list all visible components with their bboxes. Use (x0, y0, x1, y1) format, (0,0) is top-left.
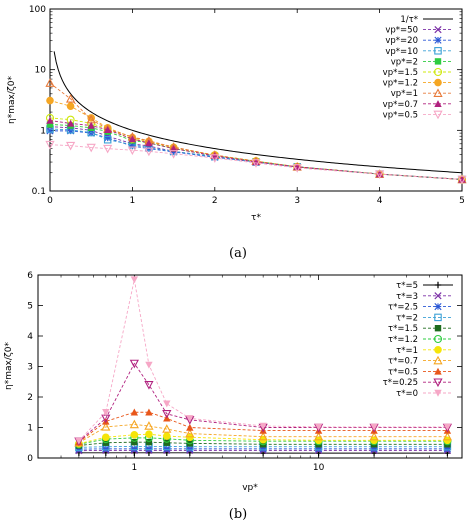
x-tick-label-a: 2 (211, 196, 218, 206)
x-tick-label-b: 1 (131, 463, 138, 473)
series-line-a (50, 121, 462, 180)
y-tick-label-b: 4 (27, 332, 33, 342)
data-point-b (163, 401, 170, 408)
data-point-b (131, 276, 138, 283)
legend-label-a: vp*=50 (385, 25, 418, 36)
x-tick-label-a: 5 (459, 196, 465, 206)
y-tick-label-b: 3 (27, 362, 33, 373)
legend-label-b: τ*=1.5 (387, 324, 418, 335)
series-line-a (50, 131, 462, 180)
y-tick-label-a: 1 (40, 126, 46, 137)
ylabel-a: η*max/ζ0* (7, 76, 17, 124)
legend-label-a: vp*=1.2 (382, 78, 418, 89)
legend-label-a: vp*=0.5 (382, 110, 418, 121)
y-tick-label-a: 100 (28, 5, 46, 15)
data-point-b (102, 433, 110, 441)
legend-label-b: τ*=0 (396, 389, 418, 399)
legend-marker-a (435, 58, 441, 64)
legend-label-b: τ*=0.7 (387, 356, 418, 367)
caption-b: (b) (228, 507, 248, 522)
y-tick-label-a: 0.1 (31, 187, 46, 197)
legend-label-a: vp*=20 (385, 36, 418, 47)
x-tick-label-a: 4 (376, 196, 383, 206)
legend-marker-a (434, 79, 442, 87)
legend-marker-b (435, 282, 441, 288)
legend-label-b: τ*=3 (396, 291, 418, 302)
y-tick-label-b: 1 (27, 423, 33, 434)
data-point-a (46, 97, 54, 105)
data-point-b (145, 362, 152, 369)
legend-marker-b (434, 346, 442, 354)
legend-marker-a (435, 37, 441, 43)
legend-label-b: τ*=1 (396, 345, 418, 356)
panel-b (4, 271, 462, 522)
y-tick-label-b: 2 (27, 393, 33, 403)
x-tick-label-a: 0 (47, 196, 53, 206)
x-tick-label-a: 3 (294, 196, 301, 206)
legend-label-b: τ*=1.2 (387, 335, 418, 345)
x-tick-label-b: 10 (312, 463, 325, 473)
data-point-b (163, 432, 171, 440)
y-tick-label-b: 5 (27, 301, 33, 312)
legend-label-a: vp*=10 (385, 46, 418, 57)
series-line-a (50, 127, 462, 180)
legend-b (383, 281, 453, 399)
legend-label-b: τ*=0.5 (387, 367, 418, 378)
data-point-b (131, 431, 139, 439)
ylabel-b: η*max/ζ0* (4, 342, 14, 390)
legend-label-b: τ*=5 (396, 281, 418, 291)
y-tick-label-b: 6 (27, 271, 33, 281)
data-point-b (186, 424, 193, 431)
legend-a (383, 15, 453, 120)
legend-marker-b (435, 303, 441, 309)
data-point-b (145, 382, 152, 389)
legend-label-b: τ*=2.5 (387, 302, 418, 313)
legend-label-a: vp*=1.5 (382, 68, 418, 78)
data-point-a (67, 102, 75, 110)
legend-label-a: vp*=2 (390, 57, 418, 68)
y-tick-label-b: 0 (27, 454, 33, 464)
data-point-a (47, 128, 53, 134)
data-point-b (131, 421, 138, 428)
x-tick-label-a: 1 (129, 196, 136, 206)
legend-marker-b (435, 325, 441, 331)
data-point-b (145, 430, 153, 438)
y-tick-label-a: 10 (34, 65, 46, 76)
xlabel-a: τ* (251, 213, 261, 223)
xlabel-b: vp* (242, 483, 258, 493)
legend-label-b: τ*=0.25 (382, 378, 418, 389)
legend-label-b: τ*=2 (396, 313, 418, 324)
caption-a: (a) (229, 246, 247, 261)
legend-label-a: 1/τ* (400, 15, 418, 25)
panel-a (7, 5, 466, 261)
legend-label-a: vp*=0.7 (382, 99, 418, 110)
legend-label-a: vp*=1 (390, 89, 418, 100)
